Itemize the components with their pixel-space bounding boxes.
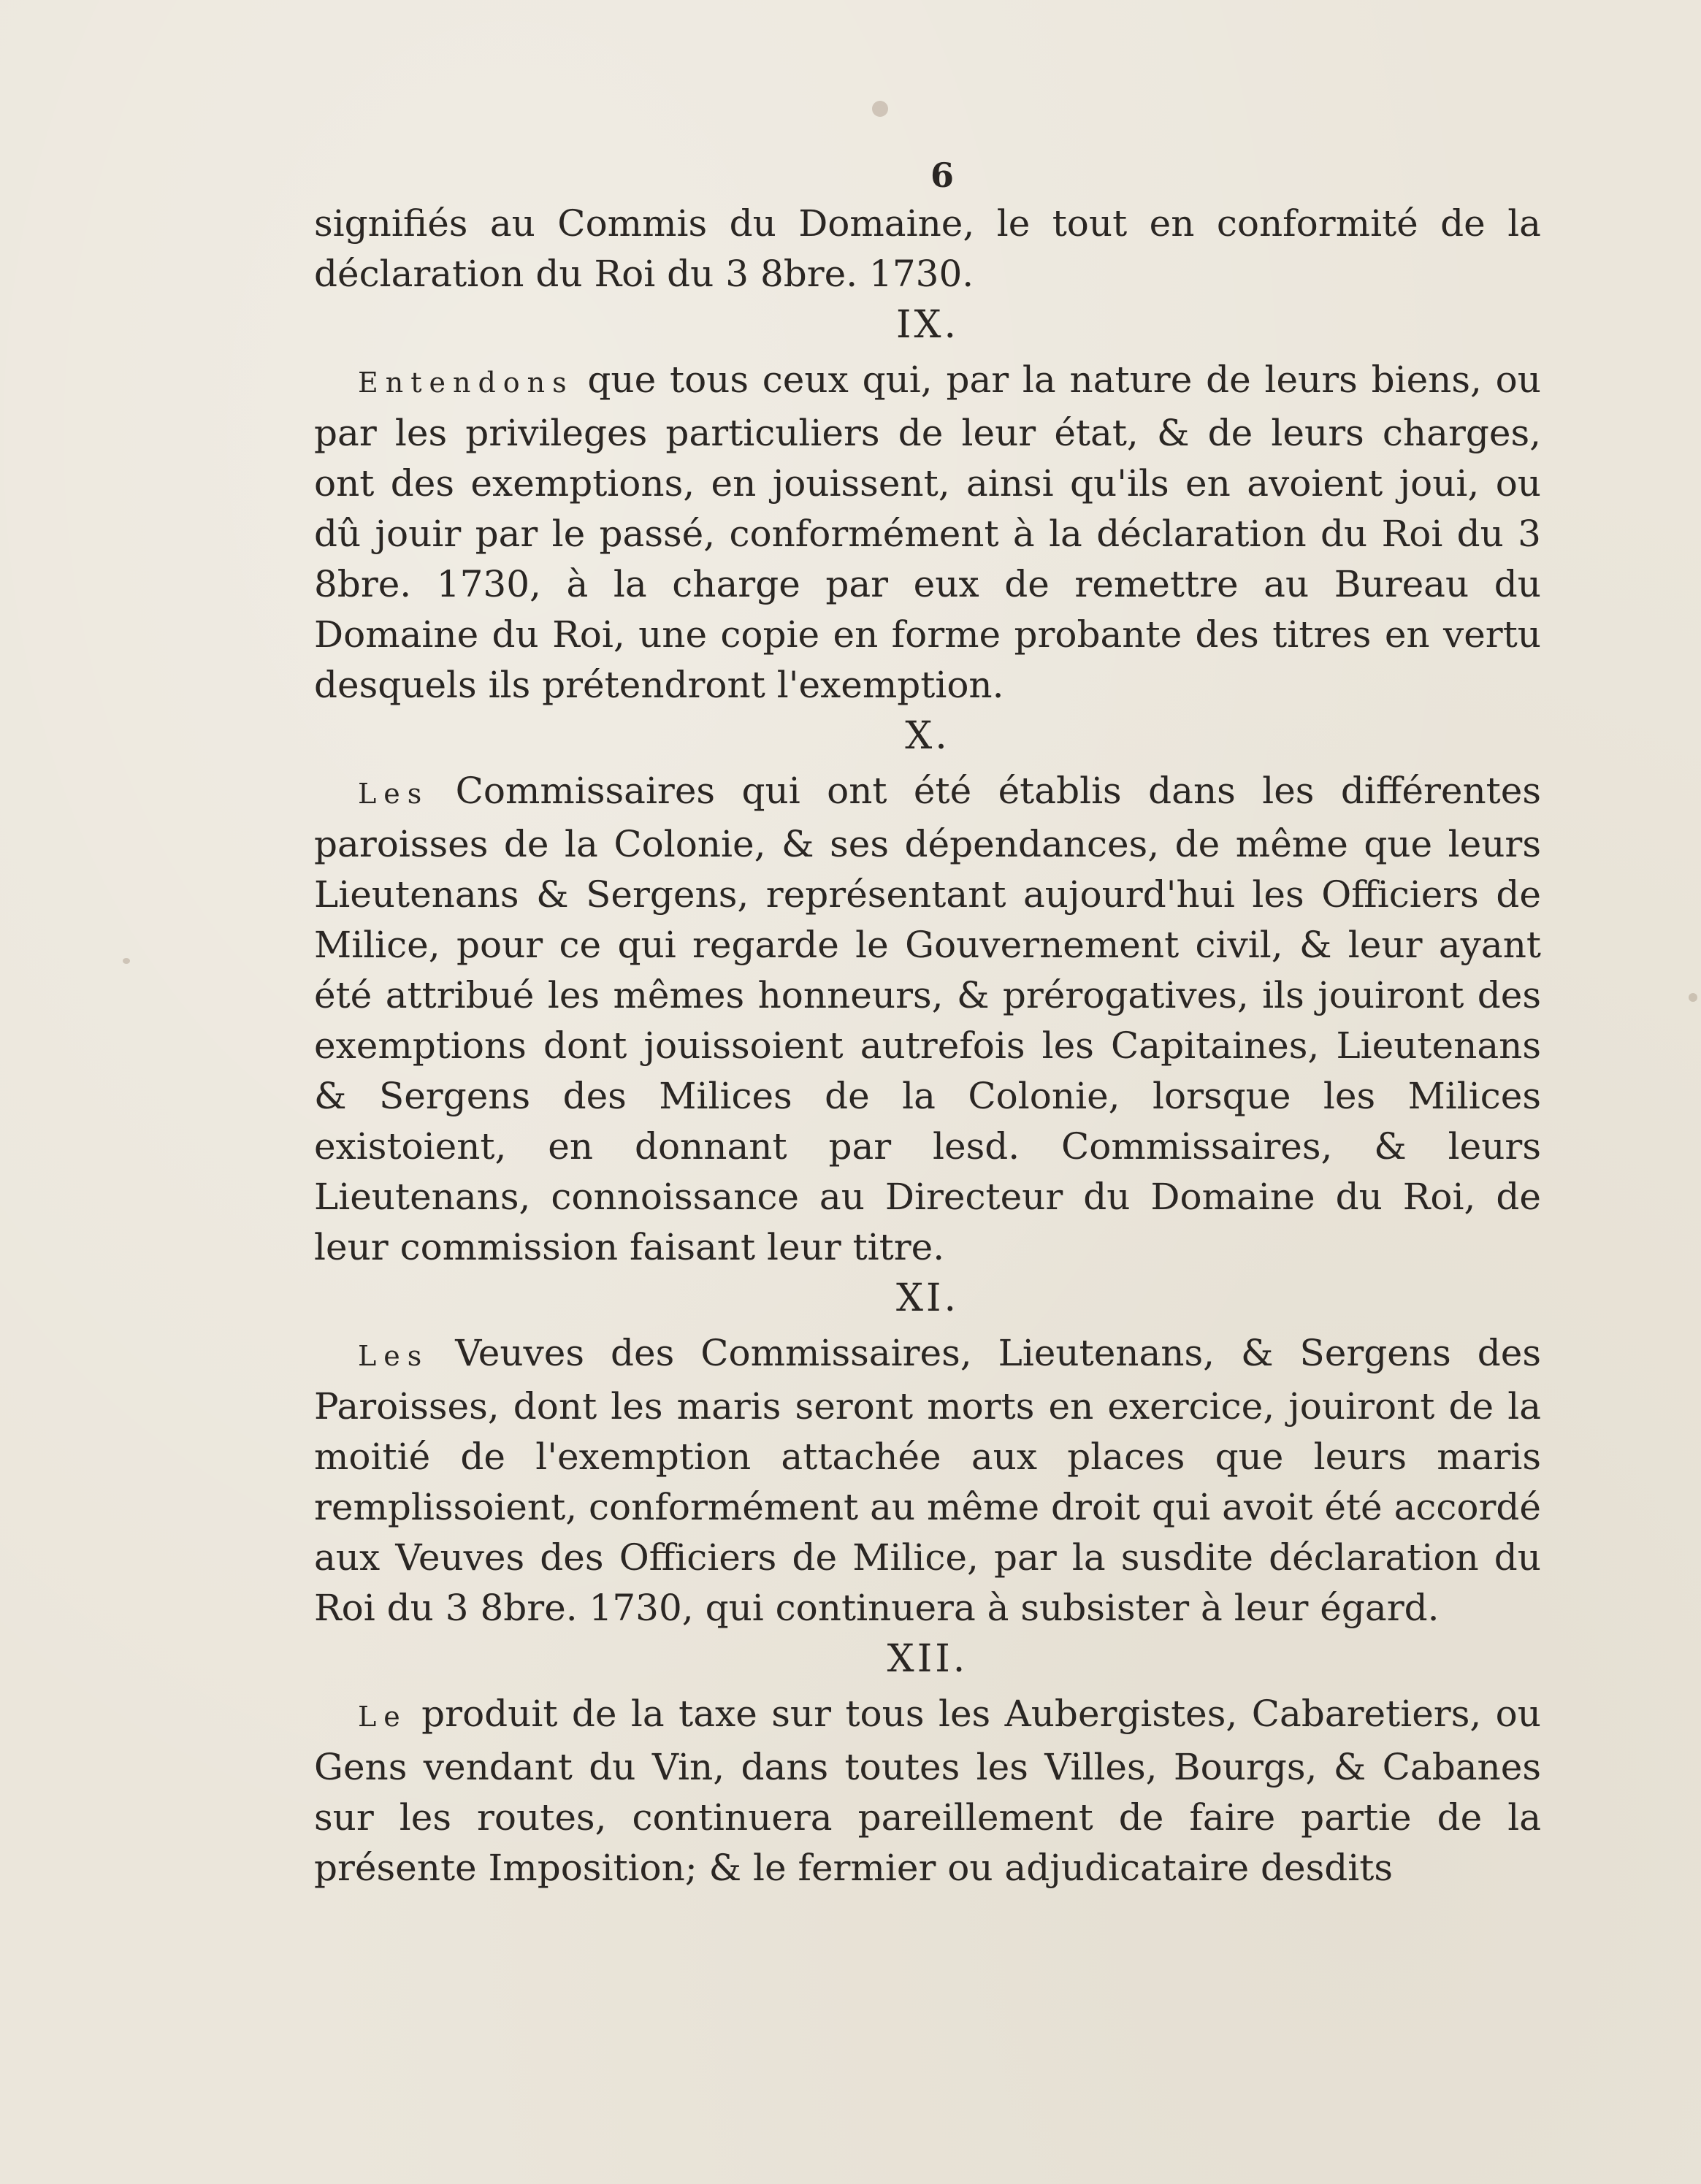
intro-paragraph: signifiés au Commis du Domaine, le tout en conformité de la déclaration du Roi du 3 8bre. 1730.	[314, 202, 1541, 295]
article-xi-paragraph	[314, 1328, 1541, 1633]
ink-spot	[123, 958, 130, 964]
article-xii-paragraph	[314, 1689, 1541, 1893]
article-xii-lead-word: Le	[358, 1701, 408, 1733]
article-title-xi: XI.	[895, 1276, 960, 1320]
article-ix-paragraph	[314, 355, 1541, 710]
article-ix-text: que tous ceux qui, par la nature de leurs biens, ou par les privileges particuliers de leur état, & de leurs charges, ont des exemptions, en jouissent, ainsi qu'ils en avoient joui, ou dû jouir par le passé, conformément à la déclaration du Roi du 3 8bre. 1730, à la charge par eux de remettre au Bureau du Domaine du Roi, une copie en forme probante des titres en vertu desquels ils prétendront l'exemption.	[314, 359, 1541, 706]
ink-spot	[872, 101, 888, 117]
article-xii-text: produit de la taxe sur tous les Aubergistes, Cabaretiers, ou Gens vendant du Vin, dans toutes les Villes, Bourgs, & Cabanes sur les routes, continuera pareillement de faire partie de la présente Imposition; & le fermier ou adjudicataire desdits	[314, 1693, 1541, 1889]
ink-spot	[1689, 993, 1697, 1002]
page-number: 6	[930, 156, 954, 195]
article-xi-text: Veuves des Commissaires, Lieutenans, & Sergens des Paroisses, dont les maris seront morts en exercice, jouiront de la moitié de l'exemption attachée aux places que leurs maris remplissoient, conformément au même droit qui avoit été accordé aux Veuves des Officiers de Milice, par la susdite déclaration du Roi du 3 8bre. 1730, qui continuera à subsister à leur égard.	[314, 1332, 1541, 1629]
article-x-lead-word: Les	[358, 778, 429, 810]
article-ix-lead-word: Entendons	[358, 367, 574, 399]
article-title-ix: IX.	[895, 303, 960, 347]
document-text	[314, 153, 1541, 1893]
article-title-xii: XII.	[887, 1637, 968, 1681]
article-x-text: Commissaires qui ont été établis dans les différentes paroisses de la Colonie, & ses dépendances, de même que leurs Lieutenans & Sergens, représentant aujourd'hui les Officiers de Milice, pour ce qui regarde le Gouvernement civil, & leur ayant été attribué les mêmes honneurs, & prérogatives, ils jouiront des exemptions dont jouissoient autrefois les Capitaines, Lieutenans & Sergens des Milices de la Colonie, lorsque les Milices existoient, en donnant par lesd. Commissaires, & leurs Lieutenans, connoissance au Directeur du Domaine du Roi, de leur commission faisant leur titre.	[314, 770, 1541, 1268]
article-title-x: X.	[905, 714, 950, 758]
article-x-paragraph	[314, 766, 1541, 1273]
article-xi-lead-word: Les	[358, 1340, 429, 1372]
